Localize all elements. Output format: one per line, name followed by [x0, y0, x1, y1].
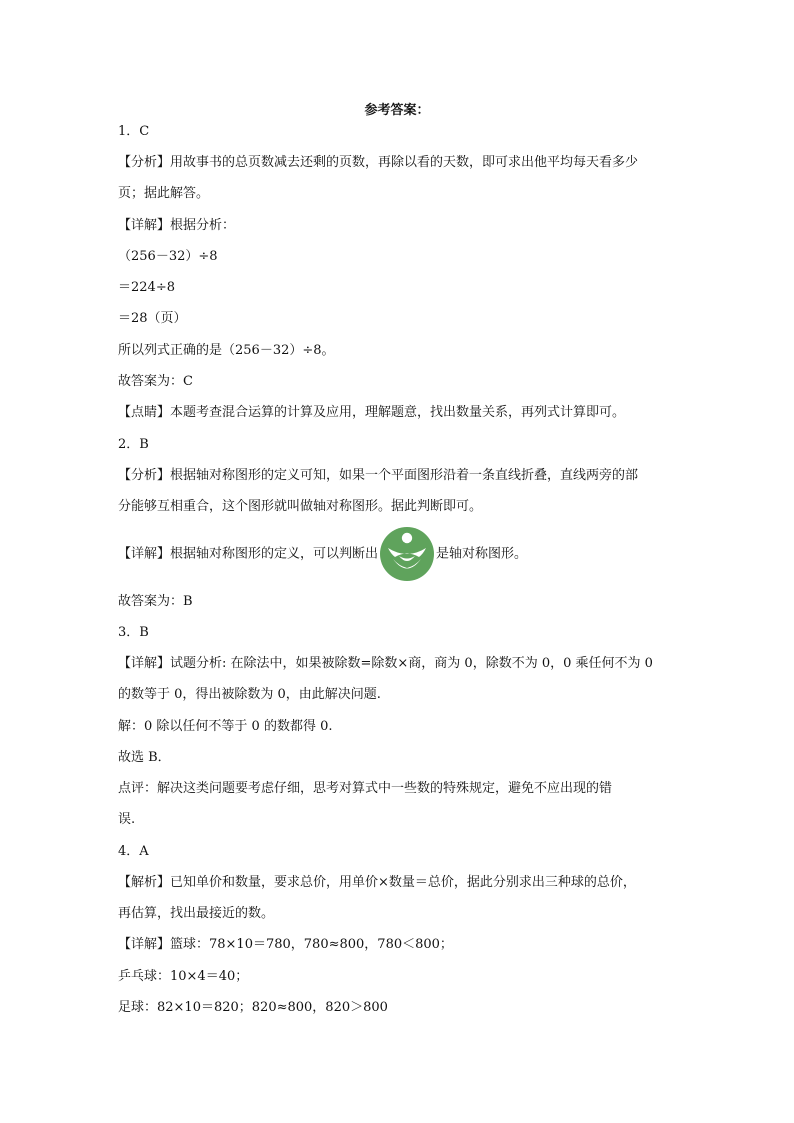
text-line: 【分析】用故事书的总页数减去还剩的页数，再除以看的天数，即可求出他平均每天看多少 [118, 155, 639, 170]
text-line: 故答案为：C [118, 374, 193, 389]
text-line: 【解析】已知单价和数量，要求总价，用单价×数量＝总价，据此分别求出三种球的总价， [118, 875, 636, 890]
text-line: 分能够互相重合，这个图形就叫做轴对称图形。据此判断即可。 [118, 499, 483, 514]
detail-line-with-figure [118, 526, 688, 583]
text-line: 的数等于 0，得出被除数为 0，由此解决问题. [118, 687, 381, 702]
text-line: 乒乓球：10×4＝40； [118, 969, 249, 984]
text-line: 点评：解决这类问题要考虑仔细，思考对算式中一些数的特殊规定，避免不应出现的错 [118, 781, 613, 796]
text-line: 4．A [118, 844, 149, 859]
text-line: 故答案为：B [118, 594, 193, 609]
text-line: 所以列式正确的是（256－32）÷8。 [118, 343, 335, 358]
detail-text-before: 【详解】根据轴对称图形的定义，可以判断出 [118, 546, 379, 562]
text-line: 【分析】根据轴对称图形的定义可知，如果一个平面图形沿着一条直线折叠，直线两旁的部 [118, 468, 639, 483]
text-line: 【详解】试题分析: 在除法中，如果被除数=除数×商，商为 0，除数不为 0，0 乘任何不为 0 [118, 656, 653, 671]
detail-text-after: 是轴对称图形。 [436, 546, 528, 562]
text-line: （256－32）÷8 [118, 249, 218, 264]
page-title: 参考答案： [364, 103, 430, 118]
text-line: 再估算，找出最接近的数。 [118, 906, 275, 921]
text-line: ＝28（页） [118, 311, 187, 326]
text-line: 1．C [118, 124, 150, 139]
text-line: 【详解】根据分析： [118, 218, 236, 233]
text-line: 故选 B． [118, 750, 171, 765]
text-line: 解：0 除以任何不等于 0 的数都得 0. [118, 719, 333, 734]
text-line: 足球：82×10＝820；820≈800，820＞800 [118, 1000, 388, 1015]
text-line: ＝224÷8 [118, 280, 175, 295]
text-line: 2．B [118, 437, 149, 452]
text-line: 【详解】篮球：78×10＝780，780≈800，780＜800； [118, 937, 453, 952]
text-line: 3．B [118, 625, 149, 640]
axisymmetric-logo-icon [379, 526, 435, 582]
text-line: 【点睛】本题考查混合运算的计算及应用，理解题意，找出数量关系，再列式计算即可。 [118, 405, 626, 420]
text-line: 误. [118, 812, 136, 827]
text-line: 页；据此解答。 [118, 186, 210, 201]
